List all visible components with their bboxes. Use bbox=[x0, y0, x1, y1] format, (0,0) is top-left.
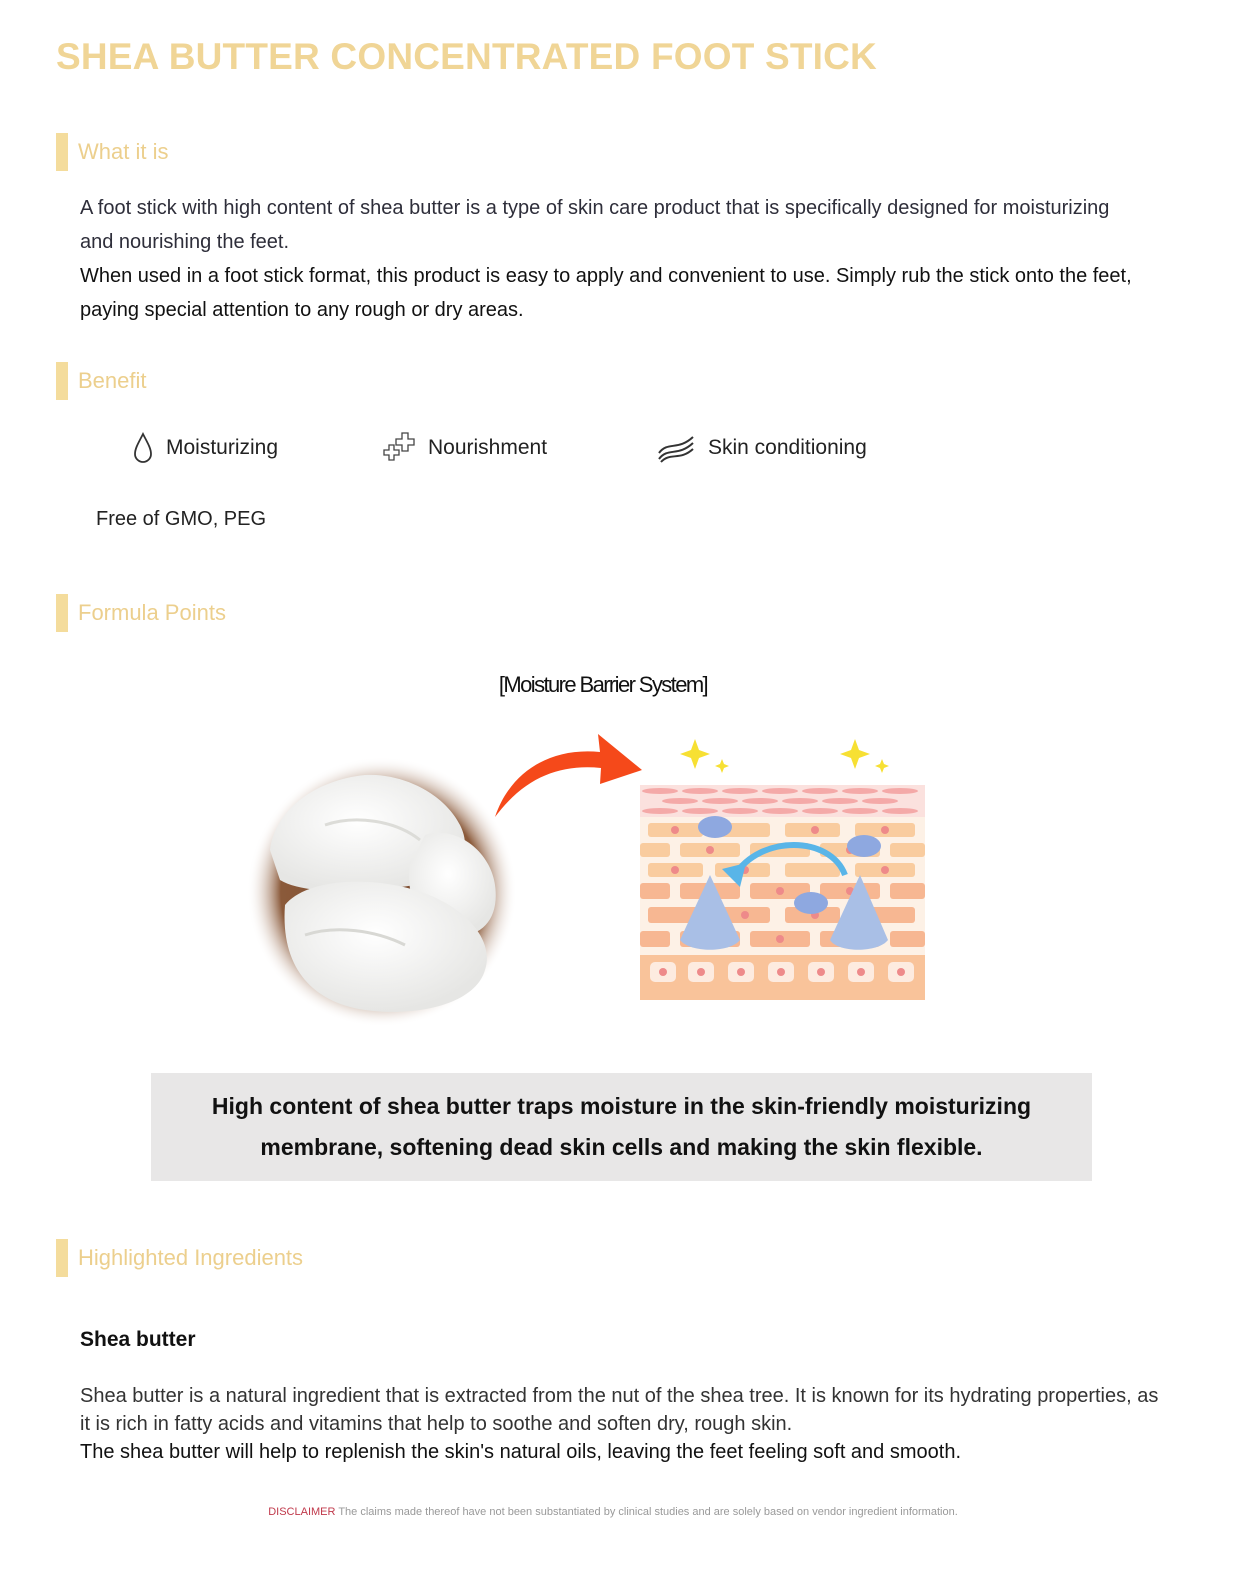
benefit-nourishment bbox=[382, 428, 547, 468]
disclaimer-tag: DISCLAIMER bbox=[268, 1506, 336, 1518]
benefit-label: Skin conditioning bbox=[708, 436, 867, 459]
section-title-formula: Formula Points bbox=[78, 600, 226, 625]
section-benefit bbox=[56, 362, 147, 400]
benefit-label: Moisturizing bbox=[166, 436, 279, 459]
wave-lines-icon bbox=[656, 433, 696, 463]
disclaimer-text: The claims made thereof have not been substantiated by clinical studies and are solely based on vendor ingredient information. bbox=[338, 1506, 958, 1518]
benefit-skin-conditioning bbox=[656, 428, 867, 468]
plus-cross-icon bbox=[382, 431, 416, 465]
callout-box bbox=[151, 1073, 1092, 1181]
what-it-is-paragraph-1: A foot stick with high content of shea butter is a type of skin care product that is specifically designed for moisturizing and nourishing the feet. bbox=[80, 197, 1110, 253]
arrow-icon bbox=[490, 722, 650, 822]
sparkle-icon bbox=[680, 739, 889, 773]
ingredient-desc-1: Shea butter is a natural ingredient that is extracted from the nut of the shea tree. It is known for its hydrating properties, as it is rich in fatty acids and vitamins that help to soothe and soften dry, rough skin. bbox=[80, 1385, 1159, 1435]
section-title-ingredients: Highlighted Ingredients bbox=[78, 1245, 304, 1270]
section-marker bbox=[56, 594, 68, 632]
ingredient-desc-2: The shea butter will help to replenish the skin's natural oils, leaving the feet feeling soft and smooth. bbox=[80, 1441, 961, 1463]
ingredient-name: Shea butter bbox=[80, 1328, 196, 1351]
section-marker bbox=[56, 362, 68, 400]
benefit-label: Nourishment bbox=[428, 436, 548, 459]
page-title: SHEA BUTTER CONCENTRATED FOOT STICK bbox=[56, 36, 877, 77]
skin-barrier-diagram bbox=[640, 735, 930, 1005]
section-title-what-it-is: What it is bbox=[78, 139, 169, 164]
ingredient-description bbox=[80, 1382, 1160, 1466]
droplet-icon bbox=[132, 432, 154, 464]
section-formula-points bbox=[56, 594, 226, 632]
free-of-note: Free of GMO, PEG bbox=[96, 508, 267, 530]
diagram-label: [Moisture Barrier System] bbox=[498, 672, 708, 697]
section-title-benefit: Benefit bbox=[78, 368, 147, 393]
section-what-it-is bbox=[56, 133, 168, 171]
section-marker bbox=[56, 1239, 68, 1277]
disclaimer bbox=[0, 1506, 1226, 1518]
callout-text: High content of shea butter traps moisture in the skin-friendly moisturizing membrane, softening dead skin cells and making the skin flexible. bbox=[211, 1093, 1032, 1160]
section-marker bbox=[56, 133, 68, 171]
shea-butter-image bbox=[245, 755, 520, 1030]
section-highlighted-ingredients bbox=[56, 1239, 303, 1277]
what-it-is-paragraph-2: When used in a foot stick format, this product is easy to apply and convenient to use. Simply rub the stick onto the feet, paying special attention to any rough or dry areas. bbox=[80, 265, 1132, 321]
benefit-moisturizing bbox=[132, 428, 278, 468]
